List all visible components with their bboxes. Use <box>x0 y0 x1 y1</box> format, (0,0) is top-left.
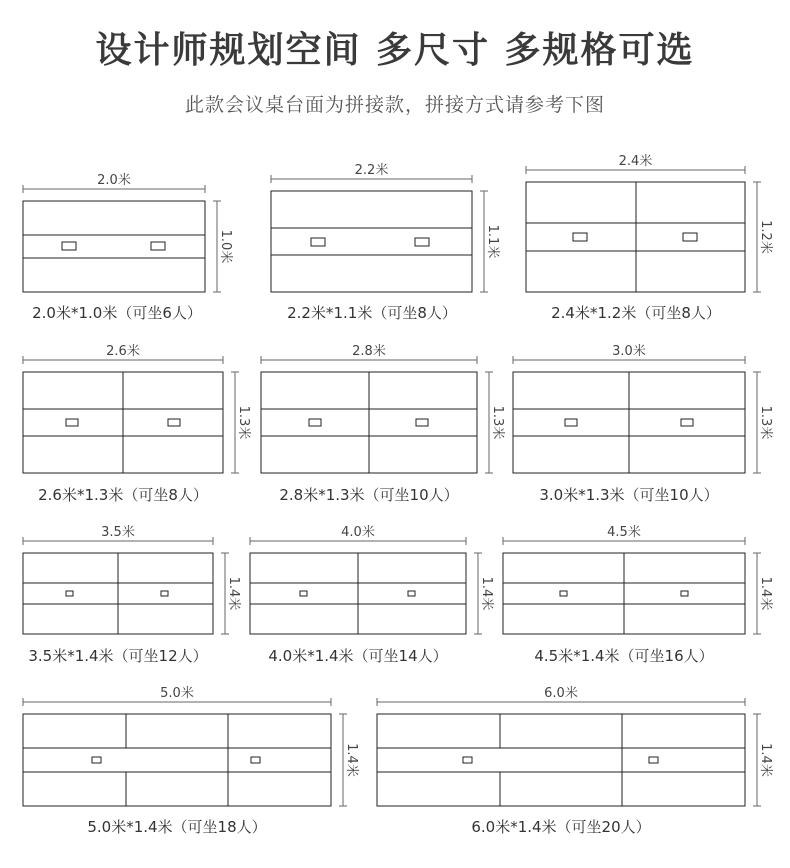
socket-box <box>161 591 168 596</box>
table-diagram <box>377 685 774 836</box>
socket-box <box>62 242 76 250</box>
table-diagram <box>23 343 252 504</box>
depth-label: 1.4米 <box>344 743 359 777</box>
size-caption: 5.0米*1.4米（可坐18人） <box>87 818 267 836</box>
size-caption: 2.2米*1.1米（可坐8人） <box>287 304 457 322</box>
table-top-outline <box>23 714 331 806</box>
width-label: 5.0米 <box>160 686 194 701</box>
size-caption: 4.0米*1.4米（可坐14人） <box>268 647 448 665</box>
depth-label: 1.0米 <box>218 229 233 264</box>
table-top-outline <box>271 191 472 292</box>
socket-box <box>168 419 180 426</box>
width-label: 4.5米 <box>607 525 641 540</box>
table-top-outline <box>377 714 745 806</box>
depth-label: 1.3米 <box>490 405 505 440</box>
width-label: 2.8米 <box>352 344 386 359</box>
socket-box <box>151 242 165 250</box>
depth-label: 1.1米 <box>485 224 500 259</box>
width-label: 4.0米 <box>341 525 375 540</box>
page-subtitle: 此款会议桌台面为拼接款，拼接方式请参考下图 <box>184 94 605 116</box>
width-label: 2.4米 <box>618 154 653 169</box>
depth-label: 1.4米 <box>758 576 773 611</box>
depth-label: 1.3米 <box>236 405 251 440</box>
socket-box <box>66 591 73 596</box>
table-diagram <box>513 343 774 504</box>
depth-label: 1.4米 <box>758 743 773 777</box>
width-label: 3.5米 <box>101 525 135 540</box>
table-diagram <box>23 685 360 836</box>
depth-label: 1.2米 <box>758 220 773 254</box>
table-diagram <box>23 172 234 322</box>
size-caption: 2.6米*1.3米（可坐8人） <box>38 486 208 504</box>
socket-box <box>415 238 429 246</box>
socket-box <box>251 757 260 763</box>
socket-box <box>565 419 577 426</box>
socket-box <box>92 757 101 763</box>
socket-box <box>683 233 697 241</box>
size-caption: 2.4米*1.2米（可坐8人） <box>551 304 721 322</box>
size-caption: 4.5米*1.4米（可坐16人） <box>534 647 714 665</box>
size-caption: 3.0米*1.3米（可坐10人） <box>539 486 719 504</box>
socket-box <box>463 757 472 763</box>
table-diagram <box>250 524 495 665</box>
width-label: 2.2米 <box>354 163 389 178</box>
table-diagram <box>503 524 774 665</box>
size-caption: 2.0米*1.0米（可坐6人） <box>32 304 202 322</box>
table-diagram <box>23 524 242 665</box>
size-caption: 3.5米*1.4米（可坐12人） <box>28 647 208 665</box>
socket-box <box>681 591 688 596</box>
width-label: 3.0米 <box>612 344 646 359</box>
socket-box <box>66 419 78 426</box>
width-label: 6.0米 <box>544 686 578 701</box>
width-label: 2.0米 <box>97 173 131 188</box>
socket-box <box>311 238 325 246</box>
page-title: 设计师规划空间 多尺寸 多规格可选 <box>95 30 695 71</box>
table-diagram <box>271 162 501 322</box>
depth-label: 1.3米 <box>758 405 773 440</box>
socket-box <box>416 419 428 426</box>
socket-box <box>573 233 587 241</box>
socket-box <box>408 591 415 596</box>
depth-label: 1.4米 <box>479 576 494 611</box>
table-top-outline <box>23 201 205 292</box>
width-label: 2.6米 <box>106 344 140 359</box>
socket-box <box>309 419 321 426</box>
socket-box <box>681 419 693 426</box>
table-diagram <box>261 343 506 504</box>
depth-label: 1.4米 <box>226 576 241 611</box>
table-diagram <box>526 153 774 322</box>
socket-box <box>300 591 307 596</box>
socket-box <box>649 757 658 763</box>
size-caption: 6.0米*1.4米（可坐20人） <box>471 818 651 836</box>
socket-box <box>560 591 567 596</box>
size-caption: 2.8米*1.3米（可坐10人） <box>279 486 459 504</box>
